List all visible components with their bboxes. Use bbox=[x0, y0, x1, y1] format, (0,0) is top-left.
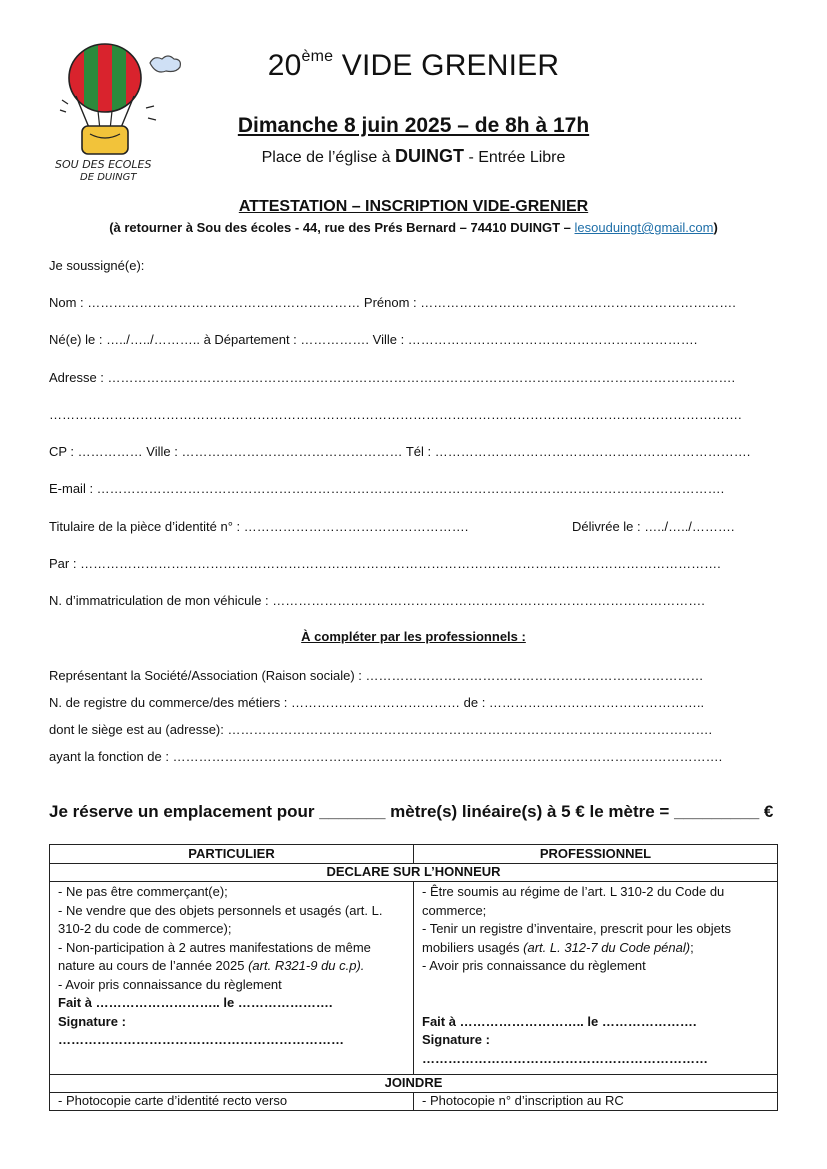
joindre-particulier: - Photocopie carte d’identité recto verso bbox=[50, 1093, 414, 1111]
page-title: 20ème VIDE GRENIER bbox=[267, 48, 560, 82]
delivree-field[interactable]: Délivrée le : …../…../………. bbox=[572, 519, 735, 534]
joindre-header: JOINDRE bbox=[50, 1075, 778, 1093]
signature-field[interactable]: ………………………………………………………… bbox=[58, 1032, 344, 1047]
professionnels-heading: À compléter par les professionnels : bbox=[301, 629, 526, 644]
col-professionnel-header: PROFESSIONNEL bbox=[414, 845, 778, 864]
naissance-field[interactable]: Né(e) le : …../…../……….. à Département : ……………. Ville : …………………………………………………………. bbox=[49, 332, 698, 347]
col-particulier-header: PARTICULIER bbox=[50, 845, 414, 864]
fonction-field[interactable]: ayant la fonction de : ………………………………………………………………………………………………………………. bbox=[49, 749, 723, 764]
registre-field[interactable]: N. de registre du commerce/des métiers : ………………………………… de : ………………………………………….. bbox=[49, 695, 705, 710]
signature-label: Signature : bbox=[58, 1013, 126, 1029]
joindre-professionnel: - Photocopie n° d’inscription au RC bbox=[414, 1093, 778, 1111]
fait-a-field-pro[interactable]: Fait à ……………………….. le …………………. bbox=[422, 1013, 697, 1029]
svg-text:DE DUINGT: DE DUINGT bbox=[80, 172, 137, 183]
reservation-line[interactable]: Je réserve un emplacement pour _______ mètre(s) linéaire(s) à 5 € le mètre = _________ € bbox=[49, 802, 774, 821]
declare-header: DECLARE SUR L’HONNEUR bbox=[50, 864, 778, 882]
soussigne-label: Je soussigné(e): bbox=[49, 258, 145, 273]
attestation-title: ATTESTATION – INSCRIPTION VIDE-GRENIER bbox=[238, 198, 589, 215]
signature-label-pro: Signature : bbox=[422, 1032, 490, 1047]
particulier-cell: - Ne pas être commerçant(e); - Ne vendre que des objets personnels et usagés (art. L. 310-2 du code de commerce); - Non-participation à 2 autres manifestations de même nature au cours de l’année 2025 (art. R321-9 du c.p). - Avoir pris connaissance du règlement Fait à ……………………….. le …………………. Signature : ………………………………………………………… bbox=[50, 882, 414, 1075]
cp-ville-tel-field[interactable]: CP : …………… Ville : …………………………………………… Tél : ………………………………………………………………. bbox=[49, 444, 751, 459]
immatriculation-field[interactable]: N. d’immatriculation de mon véhicule : ………………………………………………………………………………………. bbox=[49, 593, 705, 608]
email-field[interactable]: E-mail : ………………………………………………………………………………………………………………………………. bbox=[49, 481, 725, 496]
signature-field-pro[interactable]: ………………………………………………………… bbox=[422, 1050, 708, 1066]
fait-a-field[interactable]: Fait à ……………………….. le …………………. bbox=[58, 995, 333, 1010]
declaration-table bbox=[49, 844, 778, 1111]
svg-text:SOU DES ECOLES: SOU DES ECOLES bbox=[55, 158, 152, 171]
adresse-field-2[interactable]: ……………………………………………………………………………………………………………………………………………. bbox=[49, 407, 742, 422]
email-link[interactable]: lesouduingt@gmail.com bbox=[574, 220, 714, 235]
professionnel-cell: - Être soumis au régime de l’art. L 310-2 du Code du commerce; - Tenir un registre d’inventaire, prescrit pour les objets mobiliers usagés (art. L. 312-7 du Code pénal); - Avoir pris connaissance du règlement Fait à ……………………….. le …………………. Signature : ………………………………………………………… bbox=[414, 882, 778, 1075]
nom-prenom-field[interactable]: Nom : ……………………………………………………… Prénom : ………………………………………………………………. bbox=[49, 295, 736, 310]
piece-identite-field[interactable]: Titulaire de la pièce d’identité n° : ……………………………………………. bbox=[49, 519, 469, 534]
adresse-field[interactable]: Adresse : ………………………………………………………………………………………………………………………………. bbox=[49, 370, 736, 385]
event-place: Place de l’église à DUINGT - Entrée Libre bbox=[261, 146, 566, 166]
siege-field[interactable]: dont le siège est au (adresse): …………………………………………………………………………………………………. bbox=[49, 722, 713, 737]
par-field[interactable]: Par : …………………………………………………………………………………………………………………………………. bbox=[49, 556, 721, 571]
attestation-subtitle: (à retourner à Sou des écoles - 44, rue des Prés Bernard – 74410 DUINGT – lesouduingt@gmail.com) bbox=[109, 220, 718, 235]
event-date: Dimanche 8 juin 2025 – de 8h à 17h bbox=[237, 114, 590, 137]
representant-field[interactable]: Représentant la Société/Association (Raison sociale) : …………………………………………………………………… bbox=[49, 668, 704, 683]
